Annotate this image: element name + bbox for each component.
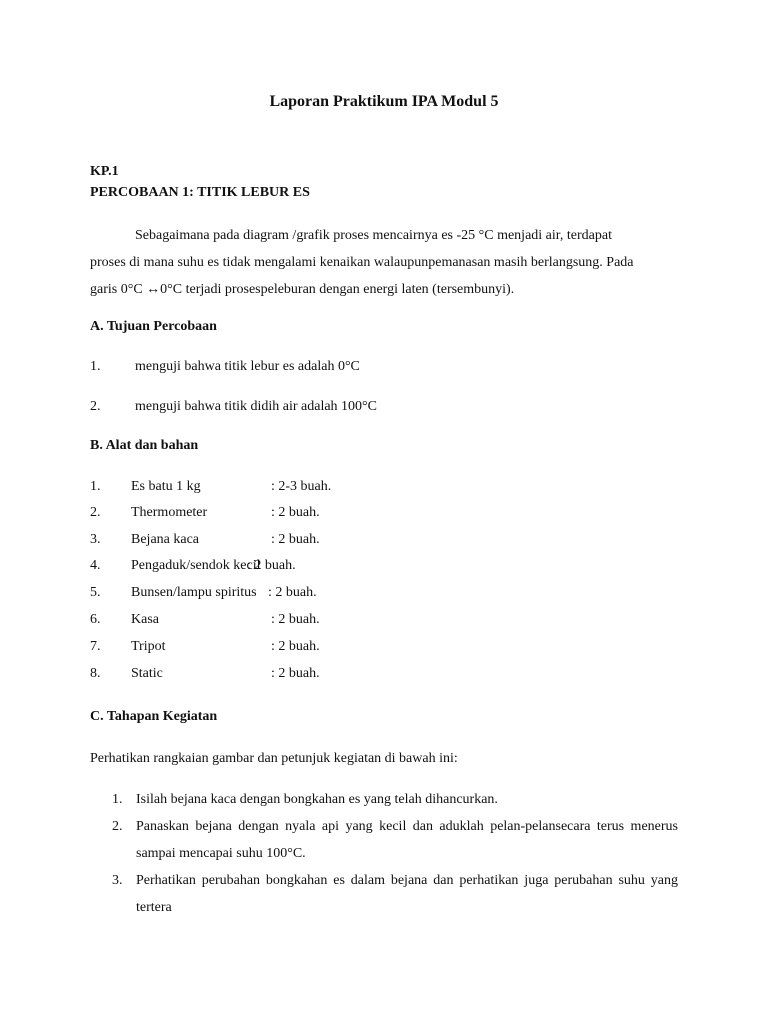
tool-name: Pengaduk/sendok kecil <box>131 558 261 573</box>
section-b-heading: B. Alat dan bahan <box>90 438 199 453</box>
tool-quantity: : 2-3 buah. <box>271 479 332 494</box>
tool-quantity: : 2 buah. <box>247 558 296 573</box>
document-title: Laporan Praktikum IPA Modul 5 <box>269 93 499 110</box>
tool-quantity: : 2 buah. <box>268 585 317 600</box>
section-a-heading: A. Tujuan Percobaan <box>90 319 217 334</box>
steps-list <box>90 786 678 921</box>
tool-name: Es batu 1 kg <box>131 479 201 494</box>
tool-quantity: : 2 buah. <box>271 639 320 654</box>
step-number: 3. <box>112 873 123 888</box>
step-number: 1. <box>112 792 123 807</box>
tool-quantity: : 2 buah. <box>271 532 320 547</box>
tool-quantity: : 2 buah. <box>271 612 320 627</box>
tool-quantity: : 2 buah. <box>271 505 320 520</box>
kp-label: KP.1 <box>90 164 119 179</box>
section-c-intro: Perhatikan rangkaian gambar dan petunjuk kegiatan di bawah ini: <box>90 751 458 766</box>
intro-line: Sebagaimana pada diagram /grafik proses mencairnya es -25 °C menjadi air, terdapat <box>135 228 612 243</box>
list-item <box>90 786 678 813</box>
tool-number: 6. <box>90 612 101 627</box>
tool-name: Tripot <box>131 639 166 654</box>
intro-line: garis 0°C ↔0°C terjadi prosespeleburan dengan energi laten (tersembunyi). <box>90 282 515 297</box>
step-number: 2. <box>112 819 123 834</box>
section-c-heading: C. Tahapan Kegiatan <box>90 709 218 724</box>
step-text: Perhatikan perubahan bongkahan es dalam bejana dan perhatikan juga perubahan suhu yang tertera <box>136 873 678 915</box>
tool-number: 2. <box>90 505 101 520</box>
aim-number: 1. <box>90 359 101 374</box>
aim-text: menguji bahwa titik lebur es adalah 0°C <box>135 359 360 374</box>
tool-number: 3. <box>90 532 101 547</box>
tool-number: 1. <box>90 479 101 494</box>
tool-number: 5. <box>90 585 101 600</box>
experiment-title: PERCOBAAN 1: TITIK LEBUR ES <box>90 185 310 200</box>
tool-name: Bejana kaca <box>131 532 200 547</box>
intro-line: proses di mana suhu es tidak mengalami kenaikan walaupunpemanasan masih berlangsung. Pada <box>90 255 634 270</box>
tool-number: 4. <box>90 558 101 573</box>
step-text: Panaskan bejana dengan nyala api yang kecil dan aduklah pelan-pelansecara terus menerus sampai mencapai suhu 100°C. <box>136 819 678 861</box>
tool-quantity: : 2 buah. <box>271 666 320 681</box>
step-text: Isilah bejana kaca dengan bongkahan es yang telah dihancurkan. <box>136 792 498 807</box>
tool-number: 8. <box>90 666 101 681</box>
aim-text: menguji bahwa titik didih air adalah 100°C <box>135 399 377 414</box>
intro-paragraph <box>90 222 678 303</box>
tool-name: Thermometer <box>131 505 208 520</box>
list-item <box>90 813 678 867</box>
list-item <box>90 867 678 921</box>
tool-name: Bunsen/lampu spiritus <box>131 585 257 600</box>
aim-number: 2. <box>90 399 101 414</box>
tool-name: Static <box>131 666 163 681</box>
tool-number: 7. <box>90 639 101 654</box>
tool-name: Kasa <box>131 612 159 627</box>
